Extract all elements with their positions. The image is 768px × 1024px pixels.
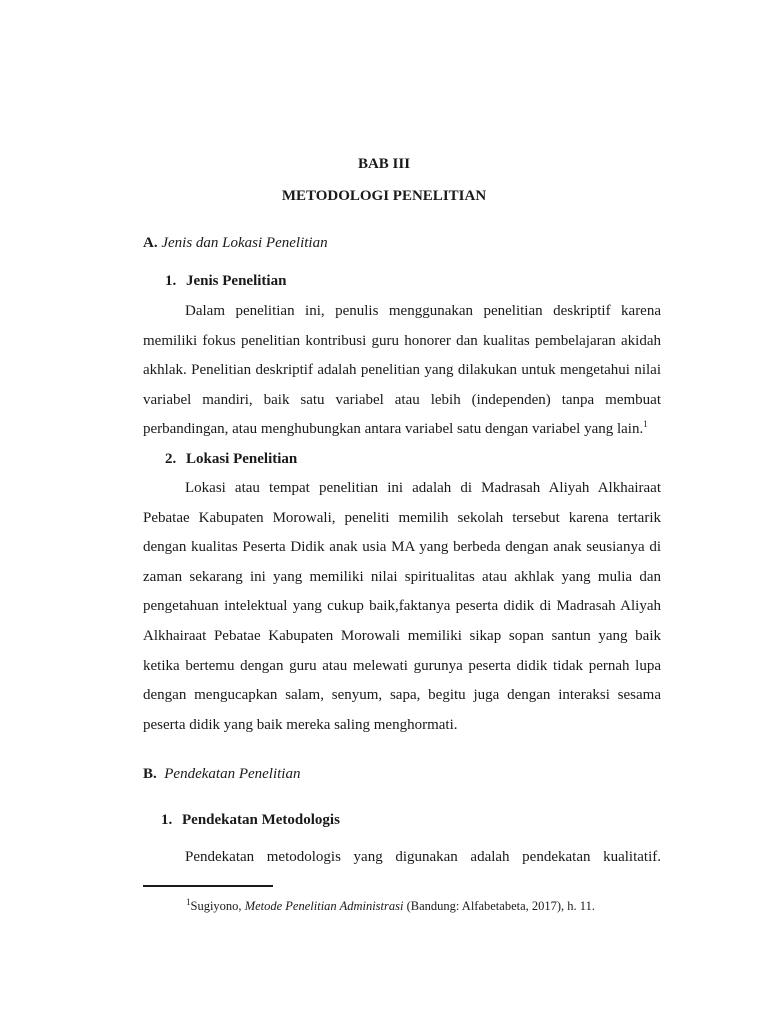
footnote-book-title: Metode Penelitian Administrasi bbox=[244, 899, 404, 913]
paragraph-pendekatan bbox=[143, 843, 661, 873]
subsection-pendekatan-heading bbox=[161, 812, 340, 829]
footnote-reference: 1 bbox=[643, 419, 648, 430]
section-b-heading bbox=[143, 766, 300, 783]
subsection-jenis-number: 1. bbox=[165, 273, 177, 289]
section-b-letter: B. bbox=[143, 766, 157, 782]
section-a-title: Jenis dan Lokasi Penelitian bbox=[161, 235, 328, 251]
footnote-author: Sugiyono, bbox=[190, 899, 245, 913]
footnote bbox=[186, 896, 595, 914]
footnote-separator bbox=[143, 885, 273, 887]
paragraph-lokasi-text: Lokasi atau tempat penelitian ini adalah di Madrasah Aliyah Alkhairaat Pebatae Kabupaten Morowali, peneliti memilih sekolah tersebut karena tertarik dengan kualitas Peserta Didik anak usia MA yang berbeda dengan anak seusianya di zaman sekarang ini yang memiliki nilai spiritualitas atau akhlak yang mulia dan pengetahuan intelektual yang cukup baik,faktanya peserta didik di Madrasah Aliyah Alkhairaat Pebatae Kabupaten Morowali memiliki sikap sopan santun yang baik ketika bertemu dengan guru atau melewati gurunya peserta didik tidak pernah lupa dengan mengucapkan salam, senyum, sapa, begitu juga dengan interaksi sesama peserta didik yang baik mereka saling menghormati. bbox=[143, 480, 661, 733]
subsection-pendekatan-title: Pendekatan Metodologis bbox=[182, 812, 340, 828]
section-a-heading bbox=[143, 235, 328, 252]
subsection-lokasi-number: 2. bbox=[165, 451, 177, 467]
section-a-letter: A. bbox=[143, 235, 158, 251]
footnote-details: (Bandung: Alfabetabeta, 2017), h. 11. bbox=[403, 899, 595, 913]
subsection-lokasi-title: Lokasi Penelitian bbox=[186, 451, 298, 467]
paragraph-jenis-penelitian bbox=[143, 297, 661, 445]
paragraph-pendekatan-text: Pendekatan metodologis yang digunakan adalah pendekatan kualitatif. bbox=[185, 849, 661, 865]
chapter-number: BAB III bbox=[357, 156, 411, 172]
subsection-lokasi-heading bbox=[165, 451, 297, 468]
paragraph-lokasi-penelitian bbox=[143, 474, 661, 740]
subsection-jenis-title: Jenis Penelitian bbox=[186, 273, 287, 289]
chapter-title: METODOLOGI PENELITIAN bbox=[281, 188, 487, 204]
subsection-pendekatan-number: 1. bbox=[161, 812, 173, 828]
footnote-marker: 1 bbox=[186, 896, 191, 907]
section-b-title: Pendekatan Penelitian bbox=[164, 766, 301, 782]
paragraph-jenis-text: Dalam penelitian ini, penulis menggunakan penelitian deskriptif karena memiliki fokus penelitian kontribusi guru honorer dan kualitas pembelajaran akidah akhlak. Penelitian deskriptif adalah penelitian yang dilakukan untuk mengetahui nilai variabel mandiri, baik satu variabel atau lebih (independen) tanpa membuat perbandingan, atau menghubungkan antara variabel satu dengan variabel yang lain. bbox=[143, 303, 661, 438]
subsection-jenis-heading bbox=[165, 273, 286, 290]
